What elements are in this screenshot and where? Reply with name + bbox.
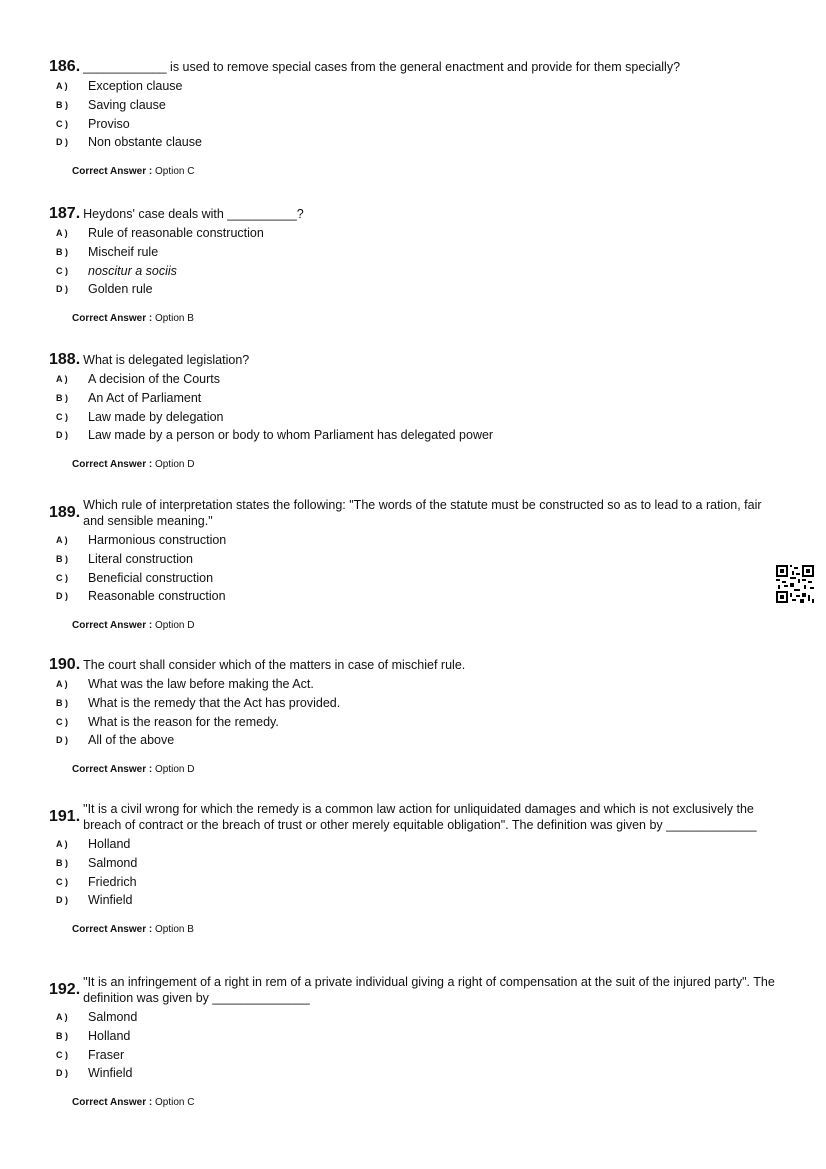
options-list	[49, 1008, 779, 1083]
option-label: C )	[56, 265, 68, 276]
option-d[interactable]	[49, 133, 779, 152]
option-text: Golden rule	[88, 282, 153, 297]
correct-answer	[49, 459, 779, 470]
option-c[interactable]	[49, 568, 779, 587]
correct-answer	[49, 764, 779, 775]
question-header	[49, 801, 779, 833]
question-number: 187.	[49, 205, 81, 222]
question-186	[49, 59, 779, 177]
option-label: D )	[56, 284, 68, 295]
options-list	[49, 224, 779, 299]
question-text: What is delegated legislation?	[83, 353, 250, 367]
option-label: B )	[56, 1031, 68, 1042]
correct-answer-label: Correct Answer :	[72, 763, 153, 775]
option-label: C )	[56, 876, 68, 887]
option-text: A decision of the Courts	[88, 372, 221, 387]
option-b[interactable]	[49, 96, 779, 115]
options-list	[49, 531, 779, 606]
option-d[interactable]	[49, 280, 779, 299]
question-text: Which rule of interpretation states the following: "The words of the statute must be constructed so as to lead to a ration, fair and sensible meaning."	[83, 498, 766, 528]
correct-answer-label: Correct Answer :	[72, 458, 153, 470]
question-header	[49, 59, 779, 75]
option-text: Winfield	[88, 893, 133, 908]
question-190	[49, 657, 779, 775]
option-text: Literal construction	[88, 552, 193, 567]
option-text: An Act of Parliament	[88, 391, 202, 406]
option-text: What was the law before making the Act.	[88, 677, 314, 692]
option-a[interactable]	[49, 1008, 779, 1027]
option-label: D )	[56, 735, 68, 746]
option-label: D )	[56, 895, 68, 906]
option-c[interactable]	[49, 872, 779, 891]
option-label: A )	[56, 839, 68, 850]
option-c[interactable]	[49, 1045, 779, 1064]
question-text: ____________ is used to remove special cases from the general enactment and provide for them specially?	[83, 60, 681, 74]
option-text: Holland	[88, 837, 131, 852]
option-label: A )	[56, 374, 68, 385]
option-b[interactable]	[49, 854, 779, 873]
option-text: Winfield	[88, 1066, 133, 1081]
option-b[interactable]	[49, 1027, 779, 1046]
option-a[interactable]	[49, 675, 779, 694]
question-number: 189.	[49, 504, 81, 521]
option-label: B )	[56, 698, 68, 709]
option-label: B )	[56, 393, 68, 404]
option-d[interactable]	[49, 731, 779, 750]
option-text: Law made by a person or body to whom Parliament has delegated power	[88, 428, 494, 443]
option-b[interactable]	[49, 550, 779, 569]
option-label: A )	[56, 228, 68, 239]
option-c[interactable]	[49, 261, 779, 280]
option-c[interactable]	[49, 114, 779, 133]
option-text: Mischeif rule	[88, 245, 159, 260]
option-text: Friedrich	[88, 874, 137, 889]
option-label: D )	[56, 591, 68, 602]
option-b[interactable]	[49, 694, 779, 713]
option-label: D )	[56, 1068, 68, 1079]
question-header	[49, 497, 779, 529]
question-header	[49, 974, 779, 1006]
option-label: C )	[56, 572, 68, 583]
option-text: Salmond	[88, 1010, 138, 1025]
option-label: B )	[56, 247, 68, 258]
option-a[interactable]	[49, 835, 779, 854]
option-text: Fraser	[88, 1047, 125, 1062]
correct-answer-value: Option D	[155, 619, 195, 631]
option-b[interactable]	[49, 243, 779, 262]
option-label: A )	[56, 535, 68, 546]
question-number: 192.	[49, 981, 81, 998]
option-label: A )	[56, 679, 68, 690]
correct-answer-label: Correct Answer :	[72, 165, 153, 177]
option-d[interactable]	[49, 1064, 779, 1083]
correct-answer	[49, 313, 779, 324]
options-list	[49, 675, 779, 750]
options-list	[49, 370, 779, 445]
correct-answer	[49, 924, 779, 935]
option-label: C )	[56, 716, 68, 727]
option-label: B )	[56, 858, 68, 869]
correct-answer-label: Correct Answer :	[72, 619, 153, 631]
question-header	[49, 206, 779, 222]
options-list	[49, 77, 779, 152]
option-text: Salmond	[88, 856, 138, 871]
option-label: B )	[56, 100, 68, 111]
correct-answer-value: Option D	[155, 763, 195, 775]
question-number: 188.	[49, 351, 81, 368]
question-number: 186.	[49, 58, 81, 75]
qr-code-icon	[776, 565, 814, 603]
option-text: Exception clause	[88, 79, 183, 94]
option-d[interactable]	[49, 426, 779, 445]
option-d[interactable]	[49, 891, 779, 910]
correct-answer-label: Correct Answer :	[72, 312, 153, 324]
option-label: B )	[56, 554, 68, 565]
option-b[interactable]	[49, 389, 779, 408]
option-text: Reasonable construction	[88, 589, 226, 604]
option-text: Harmonious construction	[88, 533, 227, 548]
question-192	[49, 974, 779, 1108]
correct-answer-value: Option B	[155, 312, 194, 324]
option-text: noscitur a sociis	[88, 263, 177, 278]
question-number: 190.	[49, 656, 81, 673]
option-text: What is the remedy that the Act has provided.	[88, 696, 341, 711]
correct-answer-value: Option B	[155, 923, 194, 935]
option-a[interactable]	[49, 224, 779, 243]
question-text: The court shall consider which of the matters in case of mischief rule.	[83, 658, 466, 672]
correct-answer-label: Correct Answer :	[72, 923, 153, 935]
option-label: A )	[56, 1012, 68, 1023]
question-number: 191.	[49, 808, 81, 825]
option-label: C )	[56, 411, 68, 422]
option-a[interactable]	[49, 77, 779, 96]
correct-answer-label: Correct Answer :	[72, 1096, 153, 1108]
option-text: Rule of reasonable construction	[88, 226, 264, 241]
option-label: D )	[56, 137, 68, 148]
option-text: All of the above	[88, 733, 175, 748]
correct-answer	[49, 620, 779, 631]
question-header	[49, 352, 779, 368]
option-label: C )	[56, 118, 68, 129]
question-text: "It is an infringement of a right in rem of a private individual giving a right of compensation at the suit of the injured party". The definition was given by ______________	[83, 975, 779, 1005]
options-list	[49, 835, 779, 910]
correct-answer	[49, 166, 779, 177]
option-text: Holland	[88, 1029, 131, 1044]
option-a[interactable]	[49, 531, 779, 550]
option-text: Non obstante clause	[88, 135, 202, 150]
option-text: Beneficial construction	[88, 570, 214, 585]
option-text: Proviso	[88, 116, 130, 131]
option-text: Law made by delegation	[88, 409, 224, 424]
question-188	[49, 352, 779, 470]
question-189	[49, 497, 779, 631]
correct-answer-value: Option C	[155, 165, 195, 177]
question-header	[49, 657, 779, 673]
option-label: C )	[56, 1049, 68, 1060]
question-191	[49, 801, 779, 935]
correct-answer	[49, 1097, 779, 1108]
option-text: Saving clause	[88, 98, 166, 113]
option-label: D )	[56, 430, 68, 441]
option-a[interactable]	[49, 370, 779, 389]
correct-answer-value: Option D	[155, 458, 195, 470]
option-text: What is the reason for the remedy.	[88, 714, 279, 729]
option-c[interactable]	[49, 712, 779, 731]
option-label: A )	[56, 81, 68, 92]
option-c[interactable]	[49, 407, 779, 426]
question-187	[49, 206, 779, 324]
correct-answer-value: Option C	[155, 1096, 195, 1108]
question-text: Heydons' case deals with __________?	[83, 207, 304, 221]
question-text: "It is a civil wrong for which the remedy is a common law action for unliquidated damages and which is not exclusively the breach of contract or the breach of trust or other merely equitable obligation". The definition was given by _____________	[83, 802, 758, 832]
option-d[interactable]	[49, 587, 779, 606]
